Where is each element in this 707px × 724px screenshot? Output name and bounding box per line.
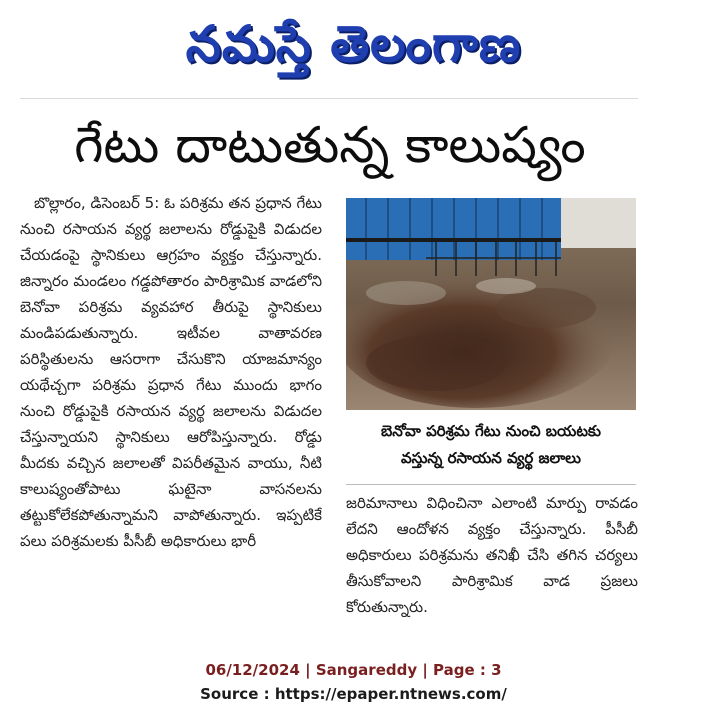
article-photo: [346, 198, 636, 410]
footer: [0, 658, 707, 706]
caption-divider: [346, 484, 636, 485]
footer-source-link[interactable]: Source : https://epaper.ntnews.com/: [200, 685, 507, 703]
article-headline: గేటు దాటుతున్న కాలుష్యం: [74, 116, 586, 174]
article-body-left-text: బొల్లారం, డిసెంబర్ 5: ఓ పరిశ్రమ తన ప్రధాన గేటు నుంచి రసాయన వ్యర్థ జలాలను రోడ్డుపైకి విడుదల చేయడంపై స్థానికులు ఆగ్రహం వ్యక్తం చేస్తున్నారు. జిన్నారం మండలం గడ్డపోతారం పారిశ్రామిక వాడలోని బెనోవా పరిశ్రమ వ్యవహార తీరుపై స్థానికులు మండిపడుతున్నారు. ఇటీవల వాతావరణ పరిస్థితులను ఆసరాగా చేసుకొని యాజమాన్యం యథేచ్చగా పరిశ్రమ ప్రధాన గేటు ముందు భాగం నుంచి రోడ్డుపైకి రసాయన వ్యర్థ జలాలను విడుదల చేస్తున్నాయని స్థానికులు ఆరోపిస్తున్నారు. రోడ్డు మీదకు వచ్చిన జలాలతో విపరీతమైన వాయు, నీటి కాలుష్యంతోపాటు ఘటైనా వాసనలను తట్టుకోలేకపోతున్నామని వాపోతున్నారు. ఇప్పటికే పలు పరిశ్రమలకు పీసీబీ అధికారులు భారీ: [20, 194, 322, 550]
photo-caption-line-2: వస్తున్న రసాయన వ్యర్థ జలాలు: [401, 449, 581, 467]
article-body-left-column: [20, 190, 322, 636]
photo-caption: [346, 418, 636, 478]
masthead-divider: [20, 98, 638, 99]
article-body-right-text: జరిమానాలు విధించినా ఎలాంటి మార్పు రావడం లేదని ఆందోళన వ్యక్తం చేస్తున్నారు. పీసీబీ అధికారులు పరిశ్రమను తనిఖీ చేసి తగిన చర్యలు తీసుకోవాలని పారిశ్రామిక వాడ ప్రజలు కోరుతున్నారు.: [346, 494, 638, 616]
polluted-road-photo: [346, 198, 636, 410]
photo-caption-line-1: బెనోవా పరిశ్రమ గేటు నుంచి బయటకు: [381, 422, 601, 440]
article-body-right-column: [346, 490, 638, 640]
newspaper-masthead: నమస్తే తెలంగాణ: [185, 14, 522, 73]
footer-edition-info: 06/12/2024 | Sangareddy | Page : 3: [205, 661, 502, 679]
